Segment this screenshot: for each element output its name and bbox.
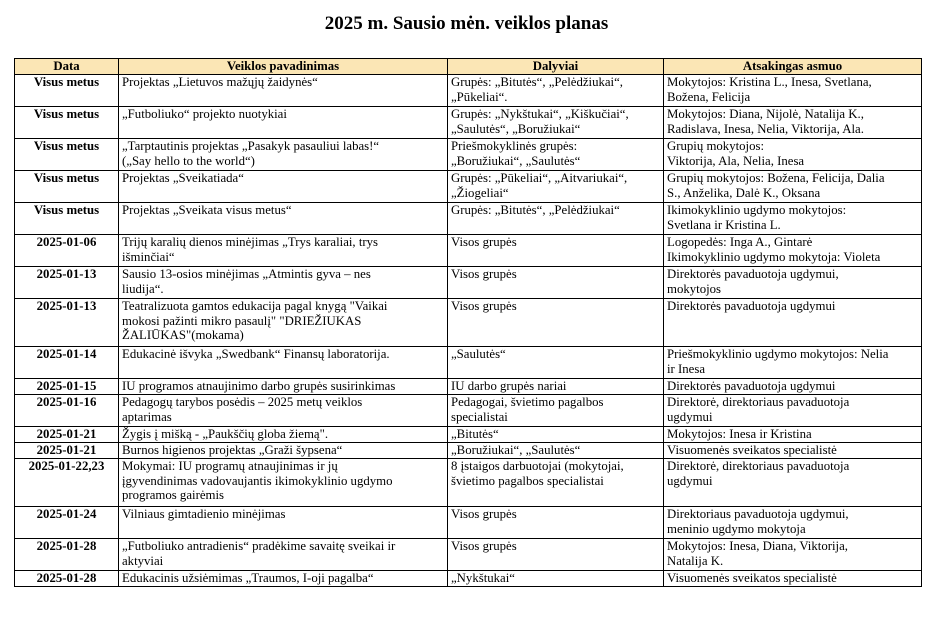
cell-activity-line: ŽALIŪKAS"(mokama) [122,328,244,343]
cell-activity-line: aptarimas [122,409,172,424]
cell-participants-line: Visos grupės [451,235,517,249]
cell-responsible-line: Visuomenės sveikatos specialistė [667,443,837,457]
cell-participants-line: „Saulutės“, „Boružiukai“ [451,121,581,136]
cell-participants-line: Visos grupės [451,267,517,281]
table-row [15,203,922,235]
cell-responsible-line: S., Anželika, Dalė K., Oksana [667,185,821,200]
table-row [15,267,922,299]
cell-activity-line: Projektas „Lietuvos mažųjų žaidynės“ [122,75,318,89]
cell-responsible-line: mokytojos [667,281,722,296]
cell-participants [448,395,664,427]
cell-date: 2025-01-14 [15,347,119,379]
activity-plan-table [14,58,922,587]
cell-participants [448,571,664,587]
cell-activity-line: Burnos higienos projektas „Graži šypsena“ [122,443,343,457]
cell-participants-line: „Bitutės“ [451,427,499,441]
cell-activity-line: Mokymai: IU programų atnaujinimas ir jų [122,459,338,473]
cell-responsible [664,443,922,459]
table-row [15,395,922,427]
cell-participants [448,139,664,171]
cell-date: 2025-01-21 [15,427,119,443]
cell-participants-line: specialistai [451,409,508,424]
cell-activity-line: Edukacinė išvyka „Swedbank“ Finansų laboratorija. [122,347,390,361]
table-row [15,347,922,379]
cell-date: 2025-01-22,23 [15,459,119,507]
cell-participants-line: Grupės: „Pūkeliai“, „Aitvariukai“, [451,171,628,185]
cell-activity [119,347,448,379]
cell-participants-line: „Pūkeliai“. [451,89,508,104]
cell-responsible [664,235,922,267]
cell-activity-line: Trijų karalių dienos minėjimas „Trys karaliai, trys [122,235,379,249]
cell-participants [448,539,664,571]
cell-activity-line: įgyvendinimas vadovaujantis ikimokyklinio ugdymo [122,473,393,488]
cell-activity-line: Žygis į mišką - „Paukščių globa žiemą". [122,427,329,441]
cell-responsible-line: Viktorija, Ala, Nelia, Inesa [667,153,805,168]
cell-participants-line: Pedagogai, švietimo pagalbos [451,395,604,409]
cell-responsible-line: Natalija K. [667,553,724,568]
cell-responsible-line: Direktoriaus pavaduotoja ugdymui, [667,507,849,521]
cell-participants [448,75,664,107]
cell-activity-line: „Tarptautinis projektas „Pasakyk pasauliui labas!“ [122,139,380,153]
cell-activity [119,395,448,427]
cell-activity-line: Sausio 13-osios minėjimas „Atmintis gyva – nes [122,267,371,281]
table-row [15,539,922,571]
cell-participants-line: Visos grupės [451,539,517,553]
cell-participants-line: Grupės: „Bitutės“, „Pelėdžiukai“, [451,75,623,89]
cell-participants-line: Visos grupės [451,507,517,521]
table-row [15,139,922,171]
cell-participants [448,459,664,507]
cell-responsible [664,299,922,347]
cell-participants [448,171,664,203]
cell-responsible-line: Mokytojos: Kristina L., Inesa, Svetlana, [667,75,872,89]
cell-responsible [664,267,922,299]
cell-activity [119,107,448,139]
cell-activity-line: Teatralizuota gamtos edukacija pagal knygą "Vaikai [122,299,388,313]
table-row [15,459,922,507]
cell-activity-line: Projektas „Sveikatiada“ [122,171,244,185]
cell-responsible [664,347,922,379]
cell-activity [119,507,448,539]
cell-date: Visus metus [15,171,119,203]
cell-activity-line: „Futboliuko“ projekto nuotykiai [122,107,287,121]
cell-responsible-line: Grupių mokytojos: Božena, Felicija, Dalia [667,171,885,185]
cell-date: Visus metus [15,203,119,235]
cell-participants-line: švietimo pagalbos specialistai [451,473,604,488]
cell-activity [119,379,448,395]
page-title: 2025 m. Sausio mėn. veiklos planas [324,13,609,34]
cell-date: 2025-01-13 [15,299,119,347]
cell-responsible-line: Radislava, Inesa, Nelia, Viktorija, Ala. [667,121,864,136]
cell-activity [119,459,448,507]
cell-activity-line: Vilniaus gimtadienio minėjimas [122,507,286,521]
cell-responsible [664,539,922,571]
cell-responsible-line: ugdymui [667,473,713,488]
cell-responsible-line: ir Inesa [667,361,706,376]
cell-activity [119,299,448,347]
cell-participants [448,507,664,539]
cell-responsible-line: Mokytojos: Inesa, Diana, Viktorija, [667,539,848,553]
table-row [15,235,922,267]
cell-participants [448,107,664,139]
cell-participants-line: „Boružiukai“, „Saulutės“ [451,153,581,168]
cell-responsible-line: Logopedės: Inga A., Gintarė [667,235,813,249]
cell-activity-line: mokosi pažinti mikro pasaulį" "DRIEŽIUKAS [122,313,362,328]
cell-date: Visus metus [15,139,119,171]
cell-responsible-line: Grupių mokytojos: [667,139,765,153]
cell-date: 2025-01-15 [15,379,119,395]
cell-participants-line: Visos grupės [451,299,517,313]
cell-activity-line: Edukacinis užsiėmimas „Traumos, I-oji pagalba“ [122,571,374,585]
table-row [15,571,922,587]
cell-activity [119,203,448,235]
cell-participants-line: Grupės: „Bitutės“, „Pelėdžiukai“ [451,203,620,217]
table-row [15,507,922,539]
cell-responsible-line: Direktorės pavaduotoja ugdymui, [667,267,839,281]
cell-date: 2025-01-28 [15,539,119,571]
cell-date: Visus metus [15,75,119,107]
cell-activity [119,267,448,299]
cell-responsible [664,427,922,443]
cell-activity-line: liudija“. [122,281,164,296]
cell-responsible [664,171,922,203]
cell-participants-line: 8 įstaigos darbuotojai (mokytojai, [451,459,624,473]
table-row [15,379,922,395]
cell-responsible-line: Direktorės pavaduotoja ugdymui [667,379,836,393]
cell-date: Visus metus [15,107,119,139]
cell-participants-line: „Žiogeliai“ [451,185,509,200]
cell-participants [448,235,664,267]
cell-responsible [664,571,922,587]
header-participants: Dalyviai [448,59,664,75]
cell-responsible-line: Svetlana ir Kristina L. [667,217,781,232]
cell-responsible [664,507,922,539]
cell-participants [448,203,664,235]
cell-participants [448,347,664,379]
cell-responsible-line: Direktorė, direktoriaus pavaduotoja [667,395,850,409]
cell-activity [119,427,448,443]
cell-activity-line: „Futboliuko antradienis“ pradėkime savaitę sveikai ir [122,539,396,553]
cell-date: 2025-01-24 [15,507,119,539]
table-row [15,299,922,347]
cell-responsible-line: Priešmokyklinio ugdymo mokytojos: Nelia [667,347,889,361]
cell-activity [119,235,448,267]
cell-activity-line: aktyviai [122,553,164,568]
cell-activity [119,571,448,587]
table-row [15,107,922,139]
cell-responsible [664,75,922,107]
cell-responsible-line: Ikimokyklinio ugdymo mokytoja: Violeta [667,249,881,264]
cell-date: 2025-01-16 [15,395,119,427]
cell-activity [119,139,448,171]
header-activity: Veiklos pavadinimas [119,59,448,75]
cell-activity-line: Pedagogų tarybos posėdis – 2025 metų veiklos [122,395,363,409]
cell-responsible-line: Visuomenės sveikatos specialistė [667,571,837,585]
table-row [15,443,922,459]
cell-date: 2025-01-13 [15,267,119,299]
cell-participants-line: Grupės: „Nykštukai“, „Kiškučiai“, [451,107,629,121]
cell-responsible-line: ugdymui [667,409,713,424]
cell-responsible [664,459,922,507]
cell-participants [448,267,664,299]
header-responsible: Atsakingas asmuo [664,59,922,75]
cell-responsible-line: Mokytojos: Inesa ir Kristina [667,427,812,441]
cell-participants-line: „Boružiukai“, „Saulutės“ [451,443,581,457]
cell-activity-line: išminčiai“ [122,249,175,264]
cell-participants [448,379,664,395]
cell-activity-line: („Say hello to the world“) [122,153,255,168]
cell-responsible-line: Božena, Felicija [667,89,751,104]
cell-participants [448,299,664,347]
cell-participants [448,443,664,459]
cell-activity [119,171,448,203]
cell-responsible-line: Direktorė, direktoriaus pavaduotoja [667,459,850,473]
cell-activity-line: programos gairėmis [122,488,224,503]
cell-participants [448,427,664,443]
cell-participants-line: IU darbo grupės nariai [451,379,567,393]
table-body [15,75,922,587]
cell-responsible-line: Ikimokyklinio ugdymo mokytojos: [667,203,847,217]
header-date: Data [15,59,119,75]
table-row [15,427,922,443]
cell-participants-line: „Saulutės“ [451,347,506,361]
cell-responsible-line: meninio ugdymo mokytoja [667,521,806,536]
cell-participants-line: Priešmokyklinės grupės: [451,139,578,153]
cell-responsible [664,203,922,235]
cell-responsible [664,107,922,139]
cell-participants-line: „Nykštukai“ [451,571,515,585]
cell-activity [119,539,448,571]
cell-date: 2025-01-21 [15,443,119,459]
cell-responsible [664,379,922,395]
cell-responsible [664,139,922,171]
cell-activity-line: IU programos atnaujinimo darbo grupės susirinkimas [122,379,396,393]
cell-date: 2025-01-06 [15,235,119,267]
cell-responsible-line: Direktorės pavaduotoja ugdymui [667,299,836,313]
cell-date: 2025-01-28 [15,571,119,587]
cell-activity [119,75,448,107]
cell-responsible-line: Mokytojos: Diana, Nijolė, Natalija K., [667,107,864,121]
table-row [15,75,922,107]
table-row [15,171,922,203]
table-header-row [15,59,922,75]
cell-responsible [664,395,922,427]
cell-activity [119,443,448,459]
cell-activity-line: Projektas „Sveikata visus metus“ [122,203,292,217]
